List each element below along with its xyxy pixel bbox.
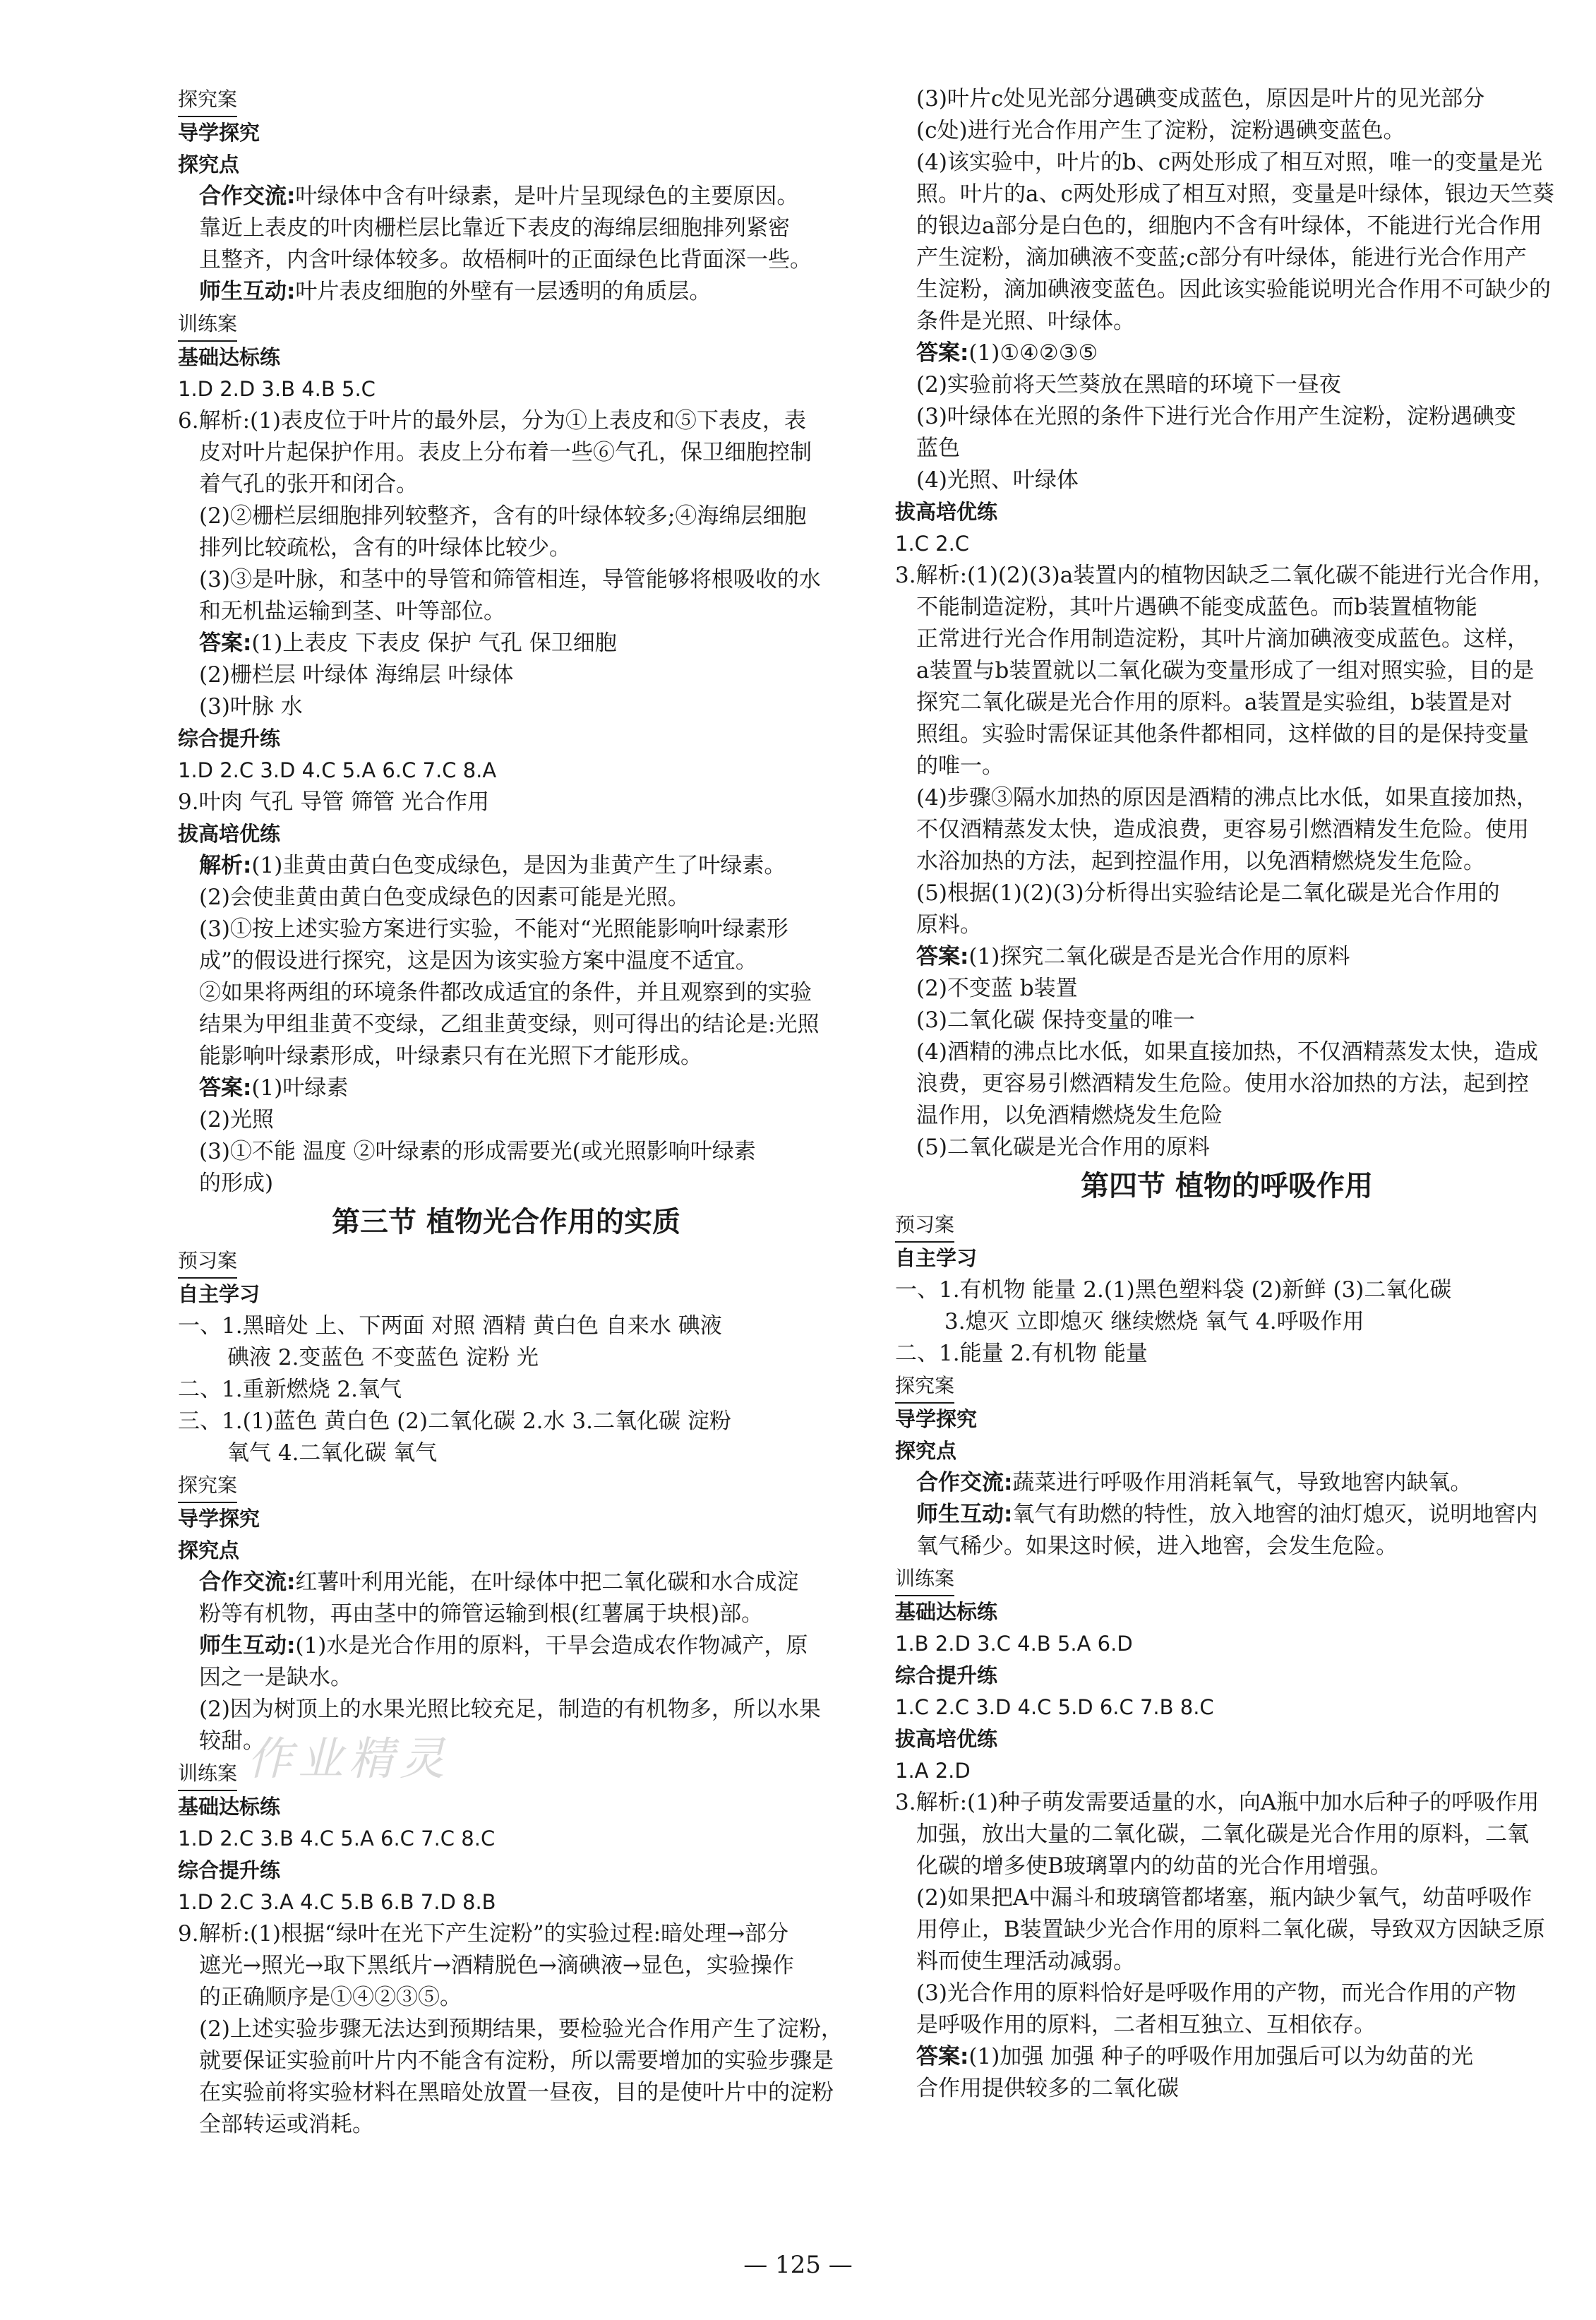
text-line <box>178 501 834 532</box>
text-line <box>178 1136 834 1168</box>
line-text: 氧气有助燃的特性，放入地窖的油灯熄灭，说明地窖内 <box>1012 1502 1538 1527</box>
line-text: (2)②栅栏层细胞排列较整齐，含有的叶绿体较多;④海绵层细胞 <box>199 503 807 529</box>
section-heading <box>178 1469 834 1503</box>
section-label: 探究案 <box>178 1469 237 1503</box>
line-text: 拔高培优练 <box>895 500 998 524</box>
line-text: 生淀粉，滴加碘液变蓝色。因此该实验能说明光合作用不可缺少的 <box>916 277 1551 302</box>
text-line <box>178 691 834 723</box>
line-text: 氧气稀少。如果这时候，进入地窖，会发生危险。 <box>916 1533 1398 1559</box>
text-line <box>178 914 834 945</box>
line-text: 1.D 2.C 3.D 4.C 5.A 6.C 7.C 8.A <box>178 758 497 782</box>
inline-label: 合作交流: <box>199 184 296 209</box>
subsection-heading <box>178 1855 834 1887</box>
text-line <box>895 306 1559 337</box>
text-line <box>178 596 834 628</box>
line-text: 3.解析:(1)(2)(3)a装置内的植物因缺乏二氧化碳不能进行光合作用， <box>895 563 1555 588</box>
line-text: 成”的假设进行探究，这是因为该实验方案中温度不适宜。 <box>199 948 757 974</box>
line-text: 1.D 2.C 3.B 4.C 5.A 6.C 7.C 8.C <box>178 1826 496 1850</box>
line-text: 产生淀粉，滴加碘液不变蓝;c部分有叶绿体，能进行光合作用产 <box>916 245 1527 270</box>
subsection-heading <box>895 496 1559 528</box>
line-text: 温作用，以免酒精燃烧发生危险 <box>916 1103 1223 1128</box>
line-text: 条件是光照、叶绿体。 <box>916 309 1135 334</box>
subsection-heading <box>178 1535 834 1567</box>
line-text: 探究二氧化碳是光合作用的原料。a装置是实验组，b装置是对 <box>916 690 1513 715</box>
line-text: 用停止，B装置缺少光合作用的原料二氧化碳，导致双方因缺乏原 <box>916 1917 1545 1942</box>
line-text: 探究点 <box>178 1538 240 1562</box>
answer-line <box>178 755 834 787</box>
line-text: 合作用提供较多的二氧化碳 <box>916 2076 1179 2101</box>
line-text: (2)光照 <box>199 1107 274 1132</box>
text-line <box>178 1342 834 1374</box>
line-text: 9.解析:(1)根据“绿叶在光下产生淀粉”的实验过程:暗处理→部分 <box>178 1921 789 1947</box>
text-line <box>178 532 834 564</box>
line-text: 能影响叶绿素形成，叶绿素只有在光照下才能形成。 <box>199 1044 702 1069</box>
text-line <box>178 1009 834 1041</box>
text-line <box>895 401 1559 433</box>
chapter-title <box>895 1164 1559 1209</box>
inline-label: 师生互动: <box>199 279 296 304</box>
line-text: (4)酒精的沸点比水低，如果直接加热，不仅酒精蒸发太快，造成 <box>916 1039 1538 1065</box>
line-text: (3)叶绿体在光照的条件下进行光合作用产生淀粉，淀粉遇碘变 <box>916 404 1516 429</box>
text-line <box>178 2109 834 2141</box>
text-line <box>895 1338 1559 1370</box>
line-text: 因之一是缺水。 <box>199 1665 352 1690</box>
line-text: 基础达标练 <box>895 1600 998 1624</box>
text-line <box>895 941 1559 973</box>
text-line <box>895 337 1559 369</box>
line-text: 正常进行光合作用制造淀粉，其叶片滴加碘液变成蓝色。这样， <box>916 626 1529 652</box>
text-line <box>178 181 834 213</box>
line-text: 3.熄灭 立即熄灭 继续燃烧 氧气 4.呼吸作用 <box>944 1309 1364 1334</box>
text-line <box>895 242 1559 274</box>
line-text: 9.叶肉 气孔 导管 筛管 光合作用 <box>178 789 489 815</box>
text-line <box>895 751 1559 782</box>
line-text: 浪费，更容易引燃酒精发生危险。使用水浴加热的方法，起到控 <box>916 1071 1529 1096</box>
subsection-heading <box>178 818 834 850</box>
text-line <box>895 814 1559 846</box>
line-text: 氧气 4.二氧化碳 氧气 <box>227 1440 438 1466</box>
text-line <box>895 719 1559 751</box>
text-line <box>895 1978 1559 2009</box>
watermark: 作业精灵 <box>247 1733 450 1786</box>
line-text: 和无机盐运输到茎、叶等部位。 <box>199 599 505 624</box>
text-line <box>895 878 1559 909</box>
text-line <box>895 433 1559 465</box>
line-text: 导学探究 <box>178 121 260 145</box>
subsection-heading <box>178 723 834 755</box>
text-line <box>895 655 1559 687</box>
text-line <box>895 560 1559 592</box>
line-text: 基础达标练 <box>178 345 281 369</box>
text-line <box>895 592 1559 623</box>
line-text: (3)③是叶脉，和茎中的导管和筛管相连，导管能够将根吸收的水 <box>199 567 821 592</box>
line-text: 第四节 植物的呼吸作用 <box>1081 1170 1373 1202</box>
text-line <box>178 1437 834 1469</box>
text-line <box>178 1694 834 1726</box>
line-text: 是呼吸作用的原料，二者相互独立、互相依存。 <box>916 2012 1376 2038</box>
line-text: (5)根据(1)(2)(3)分析得出实验结论是二氧化碳是光合作用的 <box>916 880 1500 906</box>
line-text: (1)上表皮 下表皮 保护 气孔 保卫细胞 <box>251 630 617 656</box>
text-line <box>895 1499 1559 1531</box>
section-label: 预习案 <box>895 1209 954 1243</box>
line-text: 的形成) <box>199 1171 274 1196</box>
text-line <box>178 1950 834 1982</box>
line-text: 综合提升练 <box>178 1858 281 1882</box>
section-heading <box>178 1245 834 1279</box>
subsection-heading <box>895 1243 1559 1274</box>
text-line <box>178 1072 834 1104</box>
text-line <box>178 213 834 244</box>
left-column <box>178 83 843 2141</box>
subsection-heading <box>178 1279 834 1310</box>
section-heading <box>895 1209 1559 1243</box>
line-text: 蓝色 <box>916 436 960 461</box>
text-line <box>895 1306 1559 1338</box>
line-text: 化碳的增多使B玻璃罩内的幼苗的光合作用增强。 <box>916 1853 1392 1879</box>
line-text: 3.解析:(1)种子萌发需要适量的水，向A瓶中加水后种子的呼吸作用 <box>895 1790 1540 1815</box>
section-heading <box>895 1370 1559 1404</box>
line-text: (2)上述实验步骤无法达到预期结果，要检验光合作用产生了淀粉， <box>199 2016 843 2042</box>
inline-label: 答案: <box>916 340 969 366</box>
line-text: 导学探究 <box>178 1507 260 1531</box>
line-text: (1)韭黄由黄白色变成绿色，是因为韭黄产生了叶绿素。 <box>251 853 786 878</box>
line-text: 1.D 2.C 3.A 4.C 5.B 6.B 7.D 8.B <box>178 1890 496 1914</box>
inline-label: 答案: <box>199 630 252 656</box>
right-column <box>895 83 1559 2105</box>
text-line <box>895 1132 1559 1164</box>
line-text: (3)光合作用的原料恰好是呼吸作用的产物，而光合作用的产物 <box>916 1980 1516 2006</box>
inline-label: 合作交流: <box>916 1470 1013 1495</box>
section-label: 训练案 <box>895 1562 954 1596</box>
answer-line <box>895 1755 1559 1787</box>
line-text: (1)探究二氧化碳是否是光合作用的原料 <box>968 944 1350 969</box>
line-text: 的正确顺序是①④②③⑤。 <box>199 1985 462 2010</box>
line-text: ②如果将两组的环境条件都改成适宜的条件，并且观察到的实验 <box>199 980 812 1005</box>
subsection-heading <box>895 1660 1559 1692</box>
line-text: 红薯叶利用光能，在叶绿体中把二氧化碳和水合成淀 <box>295 1569 799 1595</box>
line-text: 碘液 2.变蓝色 不变蓝色 淀粉 光 <box>227 1345 539 1370</box>
answer-line <box>178 1887 834 1918</box>
text-line <box>178 276 834 308</box>
text-line <box>895 973 1559 1005</box>
subsection-heading <box>895 1404 1559 1435</box>
line-text: 1.C 2.C <box>895 532 970 556</box>
text-line <box>178 1567 834 1598</box>
text-line <box>178 659 834 691</box>
text-line <box>895 846 1559 878</box>
text-line <box>895 1787 1559 1819</box>
text-line <box>895 623 1559 655</box>
section-heading <box>895 1562 1559 1596</box>
line-text: (3)二氧化碳 保持变量的唯一 <box>916 1007 1195 1033</box>
text-line <box>178 405 834 437</box>
line-text: (4)该实验中，叶片的b、c两处形成了相互对照，唯一的变量是光 <box>916 150 1543 175</box>
text-line <box>895 369 1559 401</box>
line-text: 不仅酒精蒸发太快，造成浪费，更容易引燃酒精发生危险。使用 <box>916 817 1529 842</box>
text-line <box>178 945 834 977</box>
text-line <box>178 1918 834 1950</box>
line-text: 的唯一。 <box>916 753 1004 779</box>
text-line <box>178 1982 834 2014</box>
chapter-title <box>178 1200 834 1245</box>
text-line <box>895 1819 1559 1850</box>
text-line <box>178 787 834 818</box>
line-text: 1.A 2.D <box>895 1759 971 1783</box>
text-line <box>178 1662 834 1694</box>
text-line <box>895 1914 1559 1946</box>
line-text: 的银边a部分是白色的，细胞内不含有叶绿体，不能进行光合作用 <box>916 213 1542 239</box>
text-line <box>178 1310 834 1342</box>
line-text: 1.B 2.D 3.C 4.B 5.A 6.D <box>895 1632 1133 1656</box>
line-text: 探究点 <box>178 153 240 177</box>
line-text: 二、1.能量 2.有机物 能量 <box>895 1341 1148 1366</box>
line-text: 拔高培优练 <box>178 822 281 846</box>
line-text: 一、1.有机物 能量 2.(1)黑色塑料袋 (2)新鲜 (3)二氧化碳 <box>895 1277 1452 1303</box>
subsection-heading <box>178 117 834 149</box>
line-text: (2)不变蓝 b装置 <box>916 976 1078 1001</box>
subsection-heading <box>895 1723 1559 1755</box>
line-text: 排列比较疏松，含有的叶绿体比较少。 <box>199 535 571 561</box>
text-line <box>178 628 834 659</box>
line-text: (1)加强 加强 种子的呼吸作用加强后可以为幼苗的光 <box>968 2044 1474 2069</box>
line-text: 料而使生理活动减弱。 <box>916 1949 1135 1974</box>
line-text: (3)①按上述实验方案进行实验，不能对“光照能影响叶绿素形 <box>199 916 788 942</box>
answer-line <box>178 1823 834 1855</box>
line-text: 照。叶片的a、c两处形成了相互对照，变量是叶绿体，银边天竺葵 <box>916 181 1554 207</box>
text-line <box>895 909 1559 941</box>
text-line <box>178 2045 834 2077</box>
line-text: (c处)进行光合作用产生了淀粉，淀粉遇碘变蓝色。 <box>916 118 1405 143</box>
text-line <box>895 1100 1559 1132</box>
line-text: (4)步骤③隔水加热的原因是酒精的沸点比水低，如果直接加热， <box>916 785 1538 811</box>
inline-label: 答案: <box>199 1075 252 1101</box>
line-text: (2)实验前将天竺葵放在黑暗的环境下一昼夜 <box>916 372 1341 397</box>
section-label: 预习案 <box>178 1245 237 1279</box>
text-line <box>178 564 834 596</box>
text-line <box>895 465 1559 496</box>
line-text: 不能制造淀粉，其叶片遇碘不能变成蓝色。而b装置植物能 <box>916 594 1477 620</box>
line-text: 1.D 2.D 3.B 4.B 5.C <box>178 377 376 401</box>
text-line <box>895 274 1559 306</box>
inline-label: 答案: <box>916 2044 969 2069</box>
text-line <box>178 2014 843 2045</box>
line-text: (5)二氧化碳是光合作用的原料 <box>916 1135 1210 1160</box>
line-text: 加强，放出大量的二氧化碳，二氧化碳是光合作用的原料，二氧 <box>916 1822 1529 1847</box>
text-line <box>895 1946 1559 1978</box>
line-text: 就要保证实验前叶片内不能含有淀粉，所以需要增加的实验步骤是 <box>199 2048 834 2074</box>
line-text: 自主学习 <box>178 1282 260 1306</box>
text-line <box>178 1598 834 1630</box>
answer-line <box>895 1692 1559 1723</box>
line-text: 着气孔的张开和闭合。 <box>199 472 418 497</box>
line-text: 照组。实验时需保证其他条件都相同，这样做的目的是保持变量 <box>916 722 1529 747</box>
section-heading <box>178 83 834 117</box>
line-text: 二、1.重新燃烧 2.氧气 <box>178 1377 402 1402</box>
subsection-heading <box>178 342 834 373</box>
line-text: (3)①不能 温度 ②叶绿素的形成需要光(或光照影响叶绿素 <box>199 1139 756 1164</box>
text-line <box>178 437 834 469</box>
subsection-heading <box>178 1503 834 1535</box>
line-text: 粉等有机物，再由茎中的筛管运输到根(红薯属于块根)部。 <box>199 1601 764 1627</box>
line-text: (3)叶片c处见光部分遇碘变成蓝色，原因是叶片的见光部分 <box>916 86 1485 112</box>
line-text: 蔬菜进行呼吸作用消耗氧气，导致地窖内缺氧。 <box>1012 1470 1472 1495</box>
line-text: 6.解析:(1)表皮位于叶片的最外层，分为①上表皮和⑤下表皮，表 <box>178 408 806 433</box>
line-text: (2)栅栏层 叶绿体 海绵层 叶绿体 <box>199 662 514 688</box>
subsection-heading <box>178 1791 834 1823</box>
line-text: 综合提升练 <box>178 727 281 751</box>
line-text: (1)水是光合作用的原料，干旱会造成农作物减产，原 <box>295 1633 808 1658</box>
line-text: (2)如果把A中漏斗和玻璃管都堵塞，瓶内缺少氧气，幼苗呼吸作 <box>916 1885 1532 1911</box>
text-line <box>178 882 834 914</box>
text-line <box>895 1005 1559 1036</box>
text-line <box>178 977 834 1009</box>
inline-label: 答案: <box>916 944 969 969</box>
line-text: 综合提升练 <box>895 1663 998 1687</box>
text-line <box>178 1168 834 1200</box>
line-text: 结果为甲组韭黄不变绿，乙组韭黄变绿，则可得出的结论是:光照 <box>199 1012 820 1037</box>
line-text: 较甜。 <box>199 1728 265 1754</box>
text-line <box>895 147 1559 179</box>
text-line <box>178 469 834 501</box>
inline-label: 师生互动: <box>199 1633 296 1658</box>
line-text: 基础达标练 <box>178 1795 281 1819</box>
text-line <box>895 2073 1559 2105</box>
text-line <box>895 1850 1559 1882</box>
text-line <box>895 83 1559 115</box>
text-line <box>895 179 1559 210</box>
section-label: 探究案 <box>178 83 237 117</box>
line-text: 探究点 <box>895 1439 957 1463</box>
line-text: 皮对叶片起保护作用。表皮上分布着一些⑥气孔，保卫细胞控制 <box>199 440 812 465</box>
line-text: 全部转运或消耗。 <box>199 2112 374 2137</box>
text-line <box>178 1630 834 1662</box>
section-label: 训练案 <box>178 308 237 342</box>
page-number: — 125 — <box>743 2251 853 2279</box>
line-text: 拔高培优练 <box>895 1727 998 1751</box>
text-line <box>895 782 1559 814</box>
line-text: a装置与b装置就以二氧化碳为变量形成了一组对照实验，目的是 <box>916 658 1535 683</box>
text-line <box>895 2009 1559 2041</box>
text-line <box>895 210 1559 242</box>
text-line <box>178 850 834 882</box>
line-text: 自主学习 <box>895 1246 978 1270</box>
subsection-heading <box>895 1596 1559 1628</box>
text-line <box>178 2077 834 2109</box>
text-line <box>895 1274 1559 1306</box>
inline-label: 解析: <box>199 853 252 878</box>
text-line <box>895 1068 1559 1100</box>
answer-line <box>895 1628 1559 1660</box>
line-text: (4)光照、叶绿体 <box>916 467 1079 493</box>
line-text: 第三节 植物光合作用的实质 <box>332 1206 680 1238</box>
line-text: (2)会使韭黄由黄白色变成绿色的因素可能是光照。 <box>199 885 690 910</box>
line-text: 原料。 <box>916 912 982 938</box>
line-text: 叶片表皮细胞的外壁有一层透明的角质层。 <box>295 279 712 304</box>
text-line <box>895 1467 1559 1499</box>
subsection-heading <box>895 1435 1559 1467</box>
inline-label: 师生互动: <box>916 1502 1013 1527</box>
line-text: (1)①④②③⑤ <box>968 340 1098 366</box>
line-text: 靠近上表皮的叶肉栅栏层比靠近下表皮的海绵层细胞排列紧密 <box>199 215 790 241</box>
line-text: 一、1.黑暗处 上、下两面 对照 酒精 黄白色 自来水 碘液 <box>178 1313 722 1339</box>
line-text: 且整齐，内含叶绿体较多。故梧桐叶的正面绿色比背面深一些。 <box>199 247 812 273</box>
text-line <box>895 1531 1559 1562</box>
line-text: 1.C 2.C 3.D 4.C 5.D 6.C 7.B 8.C <box>895 1695 1214 1719</box>
line-text: 导学探究 <box>895 1407 978 1431</box>
line-text: 遮光→照光→取下黑纸片→酒精脱色→滴碘液→显色，实验操作 <box>199 1953 794 1978</box>
text-line <box>895 1882 1559 1914</box>
answer-line <box>178 373 834 405</box>
line-text: 在实验前将实验材料在黑暗处放置一昼夜，目的是使叶片中的淀粉 <box>199 2080 834 2105</box>
inline-label: 合作交流: <box>199 1569 296 1595</box>
subsection-heading <box>178 149 834 181</box>
section-label: 训练案 <box>178 1757 237 1791</box>
text-line <box>178 1041 834 1072</box>
line-text: 三、1.(1)蓝色 黄白色 (2)二氧化碳 2.水 3.二氧化碳 淀粉 <box>178 1409 731 1434</box>
text-line <box>178 244 834 276</box>
line-text: 叶绿体中含有叶绿素，是叶片呈现绿色的主要原因。 <box>295 184 799 209</box>
answer-line <box>895 528 1559 560</box>
line-text: (3)叶脉 水 <box>199 694 303 719</box>
section-label: 探究案 <box>895 1370 954 1404</box>
text-line <box>895 115 1559 147</box>
line-text: (2)因为树顶上的水果光照比较充足，制造的有机物多，所以水果 <box>199 1697 821 1722</box>
text-line <box>178 1374 834 1406</box>
text-line <box>895 1036 1559 1068</box>
text-line <box>895 2041 1559 2073</box>
section-heading <box>178 308 834 342</box>
line-text: (1)叶绿素 <box>251 1075 349 1101</box>
line-text: 水浴加热的方法，起到控温作用，以免酒精燃烧发生危险。 <box>916 849 1485 874</box>
text-line <box>895 687 1559 719</box>
text-line <box>178 1104 834 1136</box>
text-line <box>178 1406 834 1437</box>
